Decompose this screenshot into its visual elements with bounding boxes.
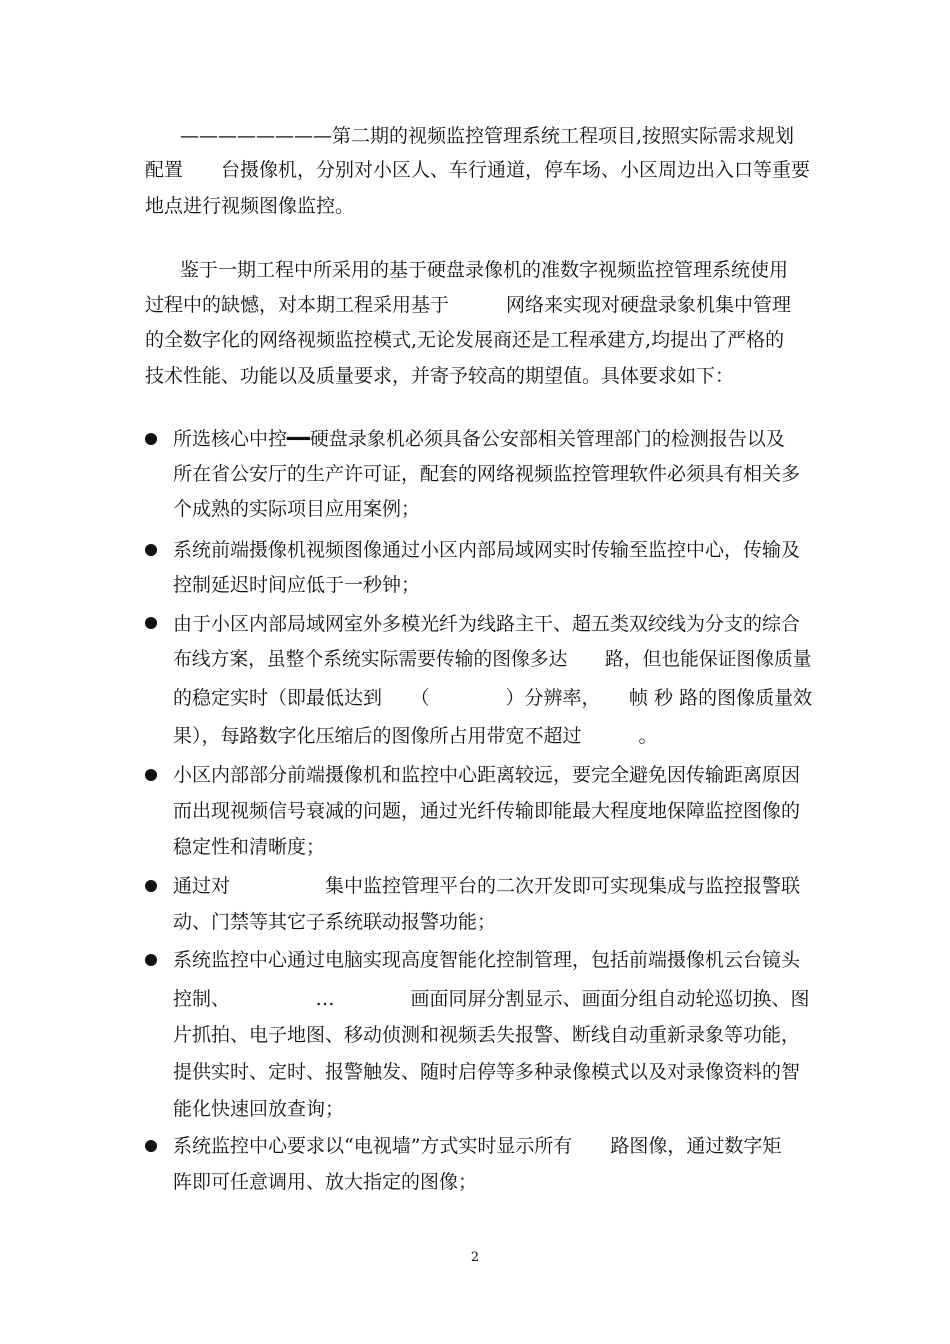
bullet-dot-icon [145, 544, 157, 556]
text-line: 布线方案，虽整个系统实际需要传输的图像多达 路，但也能保证图像质量 [173, 649, 812, 670]
text-line: 系统前端摄像机视频图像通过小区内部局域网实时传输至监控中心，传输及 [173, 539, 801, 561]
text-line: 个成熟的实际项目应用案例； [173, 498, 421, 520]
bullet-dot-icon [145, 769, 157, 781]
text-line: 控制、 … 画面同屏分割显示、画面分组自动轮巡切换、图 [173, 988, 810, 1010]
text-line: 配置 台摄像机，分别对小区人、车行通道，停车场、小区周边出入口等重要 [145, 159, 811, 181]
text-line: 过程中的缺憾，对本期工程采用基于 网络来实现对硬盘录象机集中管理 [145, 294, 792, 316]
text-line: 技术性能、功能以及质量要求，并寄予较高的期望值。具体要求如下： [145, 365, 735, 387]
text-line: 提供实时、定时、报警触发、随时启停等多种录像模式以及对录像资料的智 [173, 1061, 801, 1083]
bullet-dot-icon [145, 954, 157, 966]
text-line: ————————第二期的视频监控管理系统工程项目,按照实际需求规划 [180, 125, 795, 147]
text-line: 系统监控中心要求以“电视墙”方式实时显示所有 路图像，通过数字矩 [173, 1135, 782, 1157]
bullet-dot-icon [145, 1140, 157, 1152]
bullet-dot-icon [145, 433, 157, 445]
page-number: 2 [470, 1250, 480, 1265]
text-line: 动、门禁等其它子系统联动报警功能； [173, 911, 497, 933]
text-line: 由于小区内部局域网室外多模光纤为线路主干、超五类双绞线为分支的综合 [173, 613, 801, 635]
text-line: 片抓拍、电子地图、移动侦测和视频丢失报警、断线自动重新录象等功能， [173, 1024, 801, 1046]
text-line: 稳定性和清晰度； [173, 836, 326, 858]
text-line: 果），每路数字化压缩后的图像所占用带宽不超过 。 [173, 725, 658, 747]
text-line: 小区内部部分前端摄像机和监控中心距离较远，要完全避免因传输距离原因 [173, 764, 801, 786]
text-line: 而出现视频信号衰减的问题，通过光纤传输即能最大程度地保障监控图像的 [173, 800, 801, 822]
text-line: 鉴于一期工程中所采用的基于硬盘录像机的准数字视频监控管理系统使用 [180, 259, 789, 281]
text-line: 阵即可任意调用、放大指定的图像； [173, 1171, 478, 1193]
text-line: 通过对 集中监控管理平台的二次开发即可实现集成与监控报警联 [173, 875, 801, 897]
text-line: 控制延迟时间应低于一秒钟； [173, 574, 421, 596]
bullet-dot-icon [145, 880, 157, 892]
text-line: 所在省公安厅的生产许可证，配套的网络视频监控管理软件必须具有相关多 [173, 463, 801, 485]
text-line: 能化快速回放查询； [173, 1098, 345, 1120]
text-line: 地点进行视频图像监控。 [145, 195, 355, 217]
text-line: 的全数字化的网络视频监控模式,无论发展商还是工程承建方,均提出了严格的 [145, 329, 785, 351]
bullet-dot-icon [145, 617, 157, 629]
text-line: 系统监控中心通过电脑实现高度智能化控制管理，包括前端摄像机云台镜头 [173, 949, 801, 971]
text-line: 的稳定实时（即最低达到 （ ）分辨率， 帧 秒 路的图像质量效 [173, 687, 813, 709]
text-line: 所选核心中控━━硬盘录象机必须具备公安部相关管理部门的检测报告以及 [173, 428, 785, 450]
